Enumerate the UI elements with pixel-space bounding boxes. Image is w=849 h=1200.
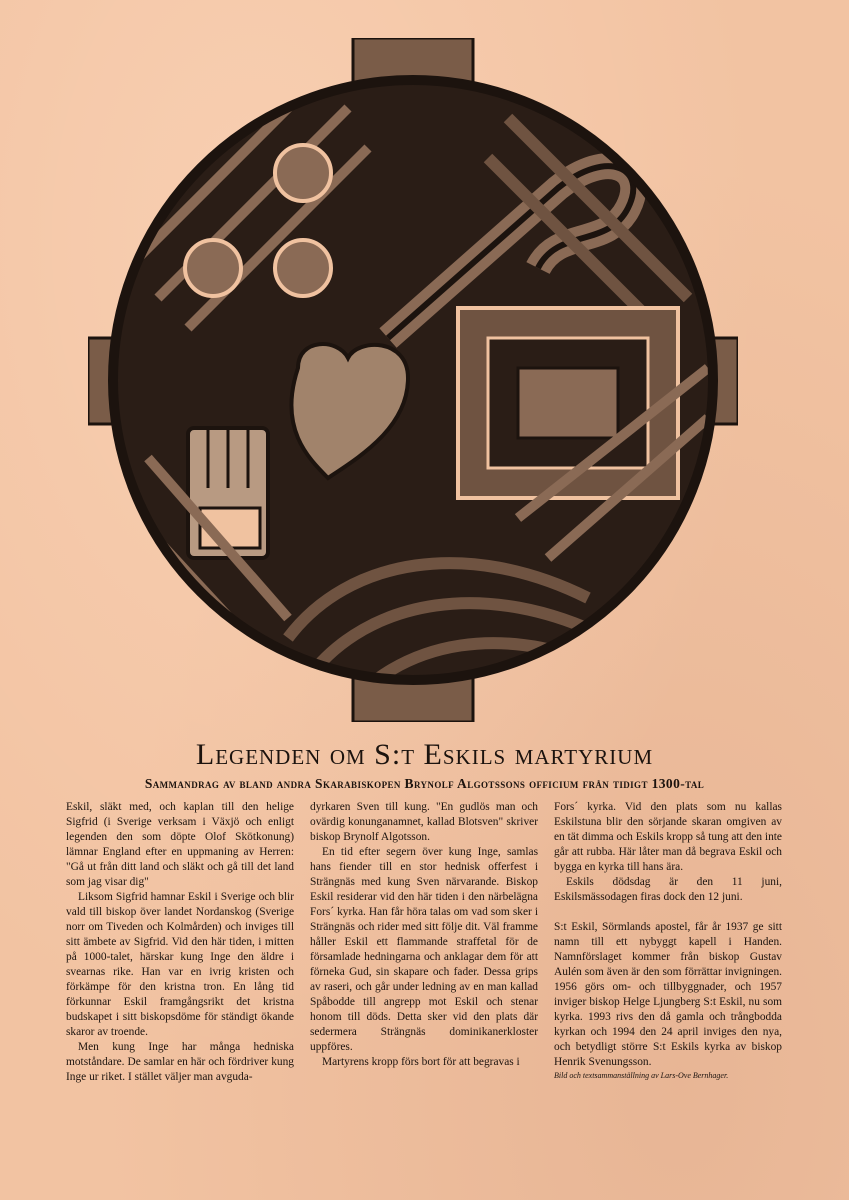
page-title: Legenden om S:t Eskils martyrium bbox=[195, 738, 654, 771]
column-1 bbox=[66, 800, 294, 1100]
stained-glass-window-icon bbox=[88, 38, 738, 722]
page-subtitle: Sammandrag av bland andra Skarabiskopen Brynolf Algotssons officium från tidigt 1300-tal bbox=[144, 776, 705, 791]
paragraph: Liksom Sigfrid hamnar Eskil i Sverige och blir vald till biskop över landet Nordanskog (Sverige norr om Tiveden och Kolmården) och inviges till sitt ämbete av Sigfrid. Vid den här tiden, i mitten på 1000-talet, härskar kung Inge den äldre i svearnas rike. Han var en ivrig kristen och förkämpe för den kristna tron. En lång tid förkunnar Eskil framgångsrikt det kristna budskapet i sitt biskopsdöme för ständigt ökande skaror av troende. bbox=[66, 891, 294, 1038]
text-columns bbox=[66, 800, 782, 1100]
paragraph: En tid efter segern över kung Inge, samlas hans fiender till en stor hednisk offerfest i Strängnäs med kung Sven närvarande. Biskop Eskil residerar vid den här tiden i den närbelägna Fors´ kyrka. Han får höra talas om vad som sker i Strängnäs och rider med sitt följe dit. Väl framme håller Eskil ett flammande straffetal för de församlade hedningarna och anklagar dem för att förneka Gud, sin skapare och fader. Dessa grips av raseri, och går under ledning av en man kallad Spåbodde till angrepp mot Eskil och stenar honom till döds. Detta sker vid den plats där sedermera Strängnäs dominikanerkloster uppföres. bbox=[310, 846, 538, 1053]
image-credit: Bild och textsammanställning av Lars-Ove Bernhager. bbox=[554, 1071, 729, 1080]
column-3 bbox=[554, 800, 782, 1100]
paragraph: Fors´ kyrka. Vid den plats som nu kallas Eskilstuna blir den sörjande skaran omgiven av en tät dimma och Eskils kropp så tung att den inte går att rubba. Här låter man då begrava Eskil och bygga en kyrka till hans ära. bbox=[554, 801, 782, 873]
paragraph: Eskil, släkt med, och kaplan till den helige Sigfrid (i Sverige verksam i Växjö och enligt legenden den som döpte Olof Skötkonung) lämnar England efter en uppmaning av Herren: "Gå ut från ditt land och släkt och gå till det land som jag visar dig" bbox=[66, 801, 294, 888]
paragraph: Eskils dödsdag är den 11 juni, Eskilsmässodagen firas dock den 12 juni. bbox=[554, 876, 782, 903]
paragraph: Martyrens kropp förs bort för att begravas i bbox=[322, 1056, 520, 1068]
paragraph: Men kung Inge har många hedniska motståndare. De samlar en här och fördriver kung Inge ur riket. I stället väljer man avguda- bbox=[66, 1041, 294, 1083]
paragraph: dyrkaren Sven till kung. "En gudlös man och ovärdig konunganamnet, kallad Blotsven" skriver biskop Brynolf Algotsson. bbox=[310, 801, 538, 843]
paragraph: S:t Eskil, Sörmlands apostel, får år 1937 ge sitt namn till ett nybyggt kapell i Handen. Namnförslaget kommer från biskop Gustav Aulén som även är den som förrättar invigningen. 1956 görs om- och tillbyggnader, och 1957 inviger biskop Helge Ljungberg S:t Eskil, nu som kyrka. 1993 rivs den då gamla och trångbodda kyrkan och 1994 den 24 april inviges den nya, och betydligt större S:t Eskils kyrka av biskop Henrik Svenungsson. bbox=[554, 921, 782, 1068]
column-2 bbox=[310, 800, 538, 1100]
